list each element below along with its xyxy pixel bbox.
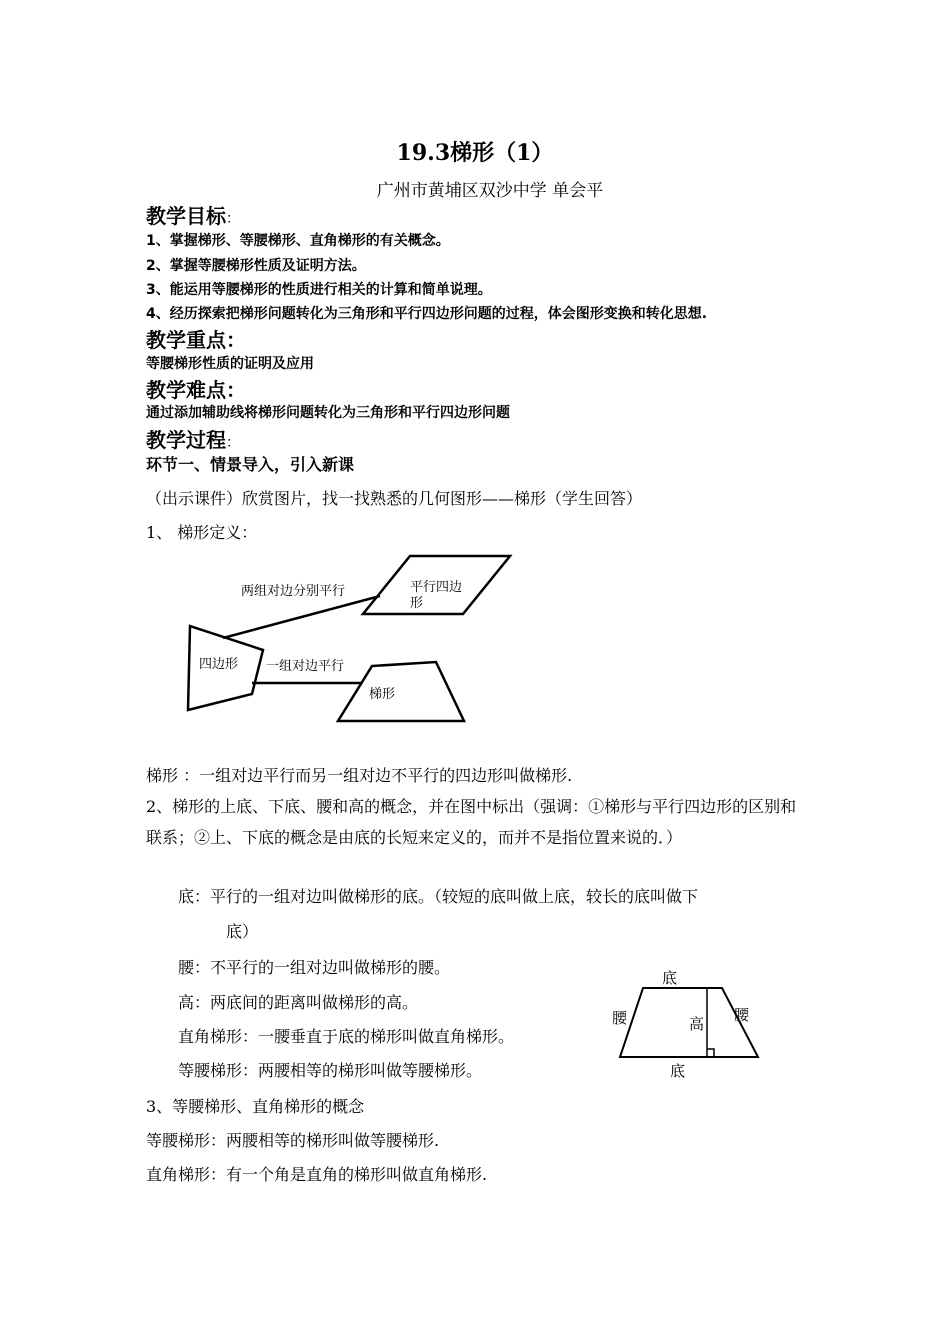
objective-item: 3、能运用等腰梯形的性质进行相关的计算和简单说理。 [146,282,492,298]
term-isosceles-trapezoid: 等腰梯形：两腰相等的梯形叫做等腰梯形。 [178,1061,483,1080]
label-quadrilateral: 四边形 [199,657,239,672]
definition-heading: 1、 梯形定义： [146,523,258,542]
label-bottom-base: 底 [670,1062,686,1080]
concept-three-right: 直角梯形：有一个角是直角的梯形叫做直角梯形. [146,1165,488,1184]
arrow-to-parallelogram [223,596,380,638]
term-height: 高：两底间的距离叫做梯形的高。 [178,993,419,1012]
concept-three-isosceles: 等腰梯形：两腰相等的梯形叫做等腰梯形. [146,1131,440,1150]
trapezoid-shape [338,662,464,721]
document-title: 19.3梯形（1） [396,140,554,166]
label-top-base: 底 [662,969,678,987]
difficulties-heading: 教学难点： [146,378,246,402]
objective-item: 4、经历探索把梯形问题转化为三角形和平行四边形问题的过程，体会图形变换和转化思想. [146,306,708,322]
right-angle-mark [707,1049,714,1057]
difficulties-text: 通过添加辅助线将梯形问题转化为三角形和平行四边形问题 [146,405,510,421]
label-right-leg: 腰 [734,1006,750,1024]
objective-item: 2、掌握等腰梯形性质及证明方法。 [146,258,366,274]
key-points-text: 等腰梯形性质的证明及应用 [146,356,314,372]
objectives-heading-text: 教学目标 [146,204,226,228]
concept-three-heading: 3、等腰梯形、直角梯形的概念 [146,1097,365,1116]
label-trapezoid: 梯形 [369,687,396,702]
term-base: 底：平行的一组对边叫做梯形的底。（较短的底叫做上底，较长的底叫做下 [178,887,699,906]
label-height: 高 [689,1015,705,1033]
step-one-title: 环节一、情景导入，引入新课 [146,455,355,474]
term-right-trapezoid: 直角梯形：一腰垂直于底的梯形叫做直角梯形。 [178,1027,515,1046]
label-parallelogram-1: 平行四边 [410,580,463,595]
term-leg: 腰：不平行的一组对边叫做梯形的腰。 [178,958,451,977]
process-heading-text: 教学过程 [146,428,226,452]
label-one-pair: 一组对边平行 [266,659,345,674]
objectives-colon: ： [226,211,240,227]
labeled-trapezoid-diagram [600,958,770,1083]
trapezoid-definition: 梯形 ：一组对边平行而另一组对边不平行的四边形叫做梯形. [146,766,573,785]
objective-item: 1、掌握梯形、等腰梯形、直角梯形的有关概念。 [146,233,450,249]
label-parallelogram-2: 形 [410,596,424,611]
key-points-heading: 教学重点： [146,328,246,352]
intro-text: （出示课件）欣赏图片，找一找熟悉的几何图形——梯形（学生回答） [146,489,643,508]
term-base-cont: 底） [226,922,259,941]
process-colon: ： [226,435,240,451]
author-line: 广州市黄埔区双沙中学 单会平 [376,181,604,201]
label-two-pairs: 两组对边分别平行 [241,584,346,599]
concept-two-text: 2、梯形的上底、下底、腰和高的概念，并在图中标出（强调：①梯形与平行四边形的区别和联系；②上、下底的概念是由底的长短来定义的，而并不是指位置来说的．） [146,797,797,847]
label-left-leg: 腰 [612,1009,628,1027]
